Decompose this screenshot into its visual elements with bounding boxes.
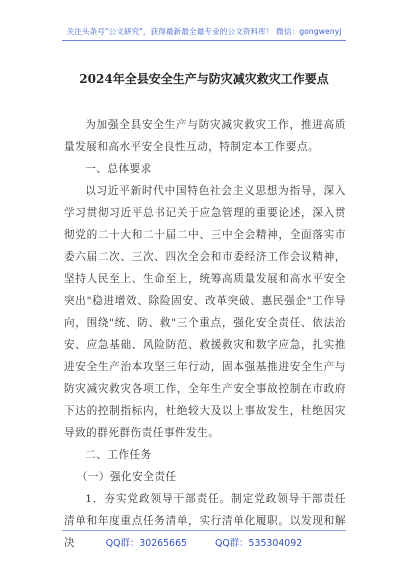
footer-divider bbox=[62, 530, 346, 531]
document-title: 2024年全县安全生产与防灾减灾救灾工作要点 bbox=[79, 72, 329, 86]
footer-qq-group-2: QQ群：535304092 bbox=[215, 538, 303, 549]
header-banner: 关注头条号"公文研究"，获得最新最全最专业的公文资料库！ 微信：gongwenyj bbox=[66, 27, 342, 36]
task-item-1: 1．夯实党政领导干部责任。制定党政领导干部责任清单和年度重点任务清单，实行清单化履职。以发现和解决 bbox=[64, 493, 346, 549]
footer-contact bbox=[0, 535, 408, 549]
section-heading-tasks: 二、工作任务 bbox=[85, 449, 152, 461]
section-heading-general-requirements: 一、总体要求 bbox=[85, 163, 152, 175]
general-requirements-paragraph: 以习近平新时代中国特色社会主义思想为指导，深入学习贯彻习近平总书记关于应急管理的重要论述，深入贯彻党的二十大和二十届二中、三中全会精神，全面落实市委六届二次、三次、四次全会和市委经济工作会议精神，坚持人民至上、生命至上，统筹高质量发展和高水平安全突出"稳进增效、除险固安、改革突破、惠民强企"工作导向，围绕"统、防、救"三个重点，强化安全责任、依法治安、应急基础、风险防范、救援救灾和数字应急，扎实推进安全生产治本攻坚三年行动，固本强基推进安全生产与防灾减灾救灾各项工作，全年生产安全事故控制在市政府下达的控制指标内，杜绝较大及以上事故发生，杜绝因灾导致的群死群伤责任事件发生。 bbox=[64, 185, 346, 439]
footer-qq-group-1: QQ群：30265665 bbox=[105, 538, 188, 549]
intro-paragraph: 为加强全县安全生产与防灾减灾救灾工作，推进高质量发展和高水平安全良性互动，特制定本工作要点。 bbox=[64, 119, 346, 153]
header-divider bbox=[62, 40, 346, 41]
document-body bbox=[64, 114, 346, 554]
subsection-heading-safety-responsibility: （一）强化安全责任 bbox=[76, 471, 177, 483]
